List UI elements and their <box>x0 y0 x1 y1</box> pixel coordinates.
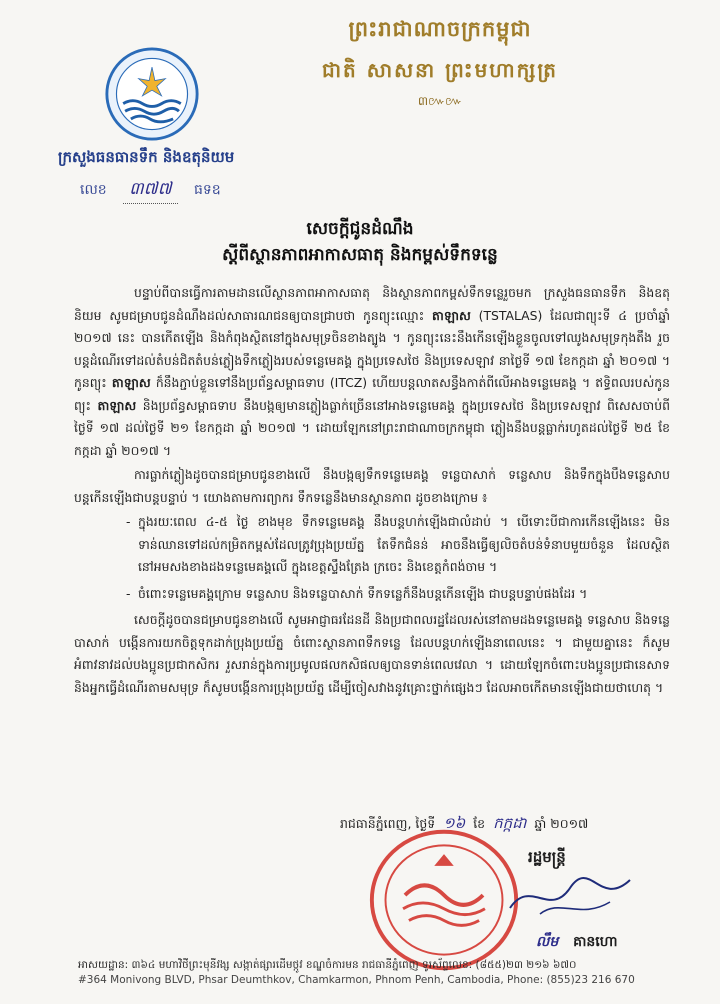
storm-name: តាឡាស <box>432 307 471 323</box>
signer-first: លឹម <box>536 934 559 950</box>
kingdom-title: ព្រះរាជាណាចក្រកម្ពុជា <box>348 16 532 41</box>
footer-english-address: #364 Monivong BLVD, Phsar Deumthkov, Chamkarmon, Phnom Penh, Cambodia, Phone: (855)23 216 670 <box>78 974 635 986</box>
forecast-item: - ចំពោះទន្លេមេគង្គក្រោម ទន្លេសាប និងទន្លេបាសាក់ ទឹកទន្លេក៏នឹងបន្តកើនឡើង ជាបន្តបន្ទាប់ផងដែរ ។ <box>138 583 670 606</box>
para1-part-a: បន្ទាប់ពីបានធ្វើការតាមដានលើស្ថានភាពអាកាសធាតុ និងស្ថានភាពកម្ពស់ទឹកទន្លេរួចមក ក្រសួងធនធានទឹក និងឧតុនិយម សូមជម្រាបជូនដំណឹងដល់សាធារណជនឲ្យបានជ្រាបថា កូនព្យុះឈ្មោះ <box>74 285 670 323</box>
date-month: កក្កដា <box>493 814 527 832</box>
reference-number <box>80 178 221 204</box>
notice-body <box>74 282 670 701</box>
date-line <box>340 814 588 836</box>
para1-part-c: ក៏នឹងភ្ជាប់ខ្លួនទៅនឹងប្រព័ន្ធសម្ពាធទាប (ITCZ) ហើយបន្តលាតសន្ធឹងកាត់ពីលើអាងទន្លេមេគង្គ ។ ឥទ្ធិពលរបស់កូនព្យុះ <box>74 375 670 413</box>
notice-title: សេចក្ដីជូនដំណឹង <box>306 219 414 239</box>
handwritten-signature <box>500 868 640 924</box>
paragraph-2: ការធ្លាក់ភ្លៀងដូចបានជម្រាបជូនខាងលើ នឹងបង្កឲ្យទឹកទន្លេមេគង្គ ទន្លេបាសាក់ ទន្លេសាប និងទឹកក្នុងបឹងទន្លេសាប បន្តកើនឡើងជាបន្តបន្ទាប់ ។ យោងតាមការព្យាករ ទឹកទន្លេនឹងមានស្ថានភាព ដូចខាងក្រោម ៖ <box>74 467 670 505</box>
official-stamp <box>366 826 522 974</box>
ministry-name: ក្រសួងធនធានទឹក និងឧតុនិយម <box>58 148 235 166</box>
reference-code: ធទឧ <box>194 182 221 198</box>
signer-name <box>536 932 618 953</box>
date-prefix: រាជធានីភ្នំពេញ, ថ្ងៃទី <box>340 816 436 831</box>
month-label: ខែ <box>473 816 486 831</box>
paragraph-3: សេចក្ដីដូចបានជម្រាបជូនខាងលើ សូមអាជ្ញាធរដែនដី និងប្រជាពលរដ្ឋដែលរស់នៅតាមដងទន្លេមេគង្គ ទន្លេសាប និងទន្លេបាសាក់ បង្កើនការយកចិត្តទុកដាក់ប្រុងប្រយ័ត្ន ចំពោះស្ថានភាពទឹកទន្លេ ដែលបន្តហក់ឡើងនាពេលនេះ ។ ជាមួយគ្នានេះ ក៏សូមអំពាវនាវដល់បងប្អូនប្រជាកសិករ រួសរាន់ក្នុងការប្រមូលផលកសិផលឲ្យបានទាន់ពេលវេលា ។ ដោយឡែកចំពោះបងប្អូនប្រជានេសាទ និងអ្នកធ្វើដំណើរតាមសមុទ្រ ក៏សូមបង្កើនការប្រុងប្រយ័ត្ន ដើម្បីចៀសវាងនូវគ្រោះថ្នាក់ផ្សេងៗ ដែលអាចកើតមានឡើងជាយថាហេតុ ។ <box>74 612 670 695</box>
kingdom-heading <box>200 16 680 111</box>
para1-part-d: និងប្រព័ន្ធសម្ពាធទាប នឹងបង្កឲ្យមានភ្លៀងធ្លាក់ច្រើននៅអាងទន្លេមេគង្គ ក្នុងប្រទេសថៃ និងប្រទេសឡាវ ពិសេសចាប់ពីថ្ងៃទី ១៧ ដល់ថ្ងៃទី ២១ ខែកក្កដា ឆ្នាំ ២០១៧ ។ ដោយឡែកនៅព្រះរាជាណាចក្រកម្ពុជា ភ្លៀងនឹងបន្តធ្លាក់រហូតដល់ថ្ងៃទី ២៥ ខែកក្កដា ឆ្នាំ ២០១៧ ។ <box>74 397 670 458</box>
footer-khmer-address: អាសយដ្ឋាន: ៣៦៤ មហាវិថីព្រះមុនីវង្ស សង្កាត់ផ្សារដើមថ្កូវ ខណ្ឌចំការមន រាជធានីភ្នំពេញ ទូរស័ព្ទលេខ: (៨៥៥)២៣ ២១៦ ៦៧០ <box>78 959 577 971</box>
signer-last: គានហោ <box>573 934 618 950</box>
reference-handwritten-number: ៣៧៧ <box>123 178 177 204</box>
reference-label: លេខ <box>80 182 107 198</box>
storm-name: តាឡាស <box>111 375 151 390</box>
para1-part-b: (TSTALAS) ដែលជាព្យុះទី ៤ ប្រចាំឆ្នាំ ២០១៧ នេះ បានកើតឡើង និងកំពុងស្ថិតនៅក្នុងសមុទ្រចិនខាងត្បូង ។ កូនព្យុះនេះនឹងកើនឡើងខ្លួនចូលទៅឈូងសមុទ្រកុងតឹង រួចបន្តដំណើរទៅដល់តំបន់ជិតតំបន់ភ្លៀងទឹកភ្លៀងរបស់ទន្លេមេគង្គ ក្នុងប្រទេសថៃ និងប្រទេសឡាវ នាថ្ងៃទី ១៧ ខែកក្កដា ឆ្នាំ ២០១៧ ។ កូនព្យុះ <box>74 307 670 390</box>
kingdom-ornament: ៣៚៚ <box>417 94 463 108</box>
kingdom-motto: ជាតិ សាសនា ព្រះមហាក្សត្រ <box>322 58 558 82</box>
paragraph-1 <box>74 282 670 462</box>
date-year: ២០១៧ <box>550 816 589 831</box>
storm-name: តាឡាស <box>97 397 137 413</box>
notice-subtitle: ស្ដីពីស្ថានភាពអាកាសធាតុ និងកម្ពស់ទឹកទន្លេ <box>222 245 498 265</box>
footer-address <box>78 958 658 988</box>
forecast-list <box>74 511 670 605</box>
date-day: ១៦ <box>443 814 466 832</box>
minister-title: រដ្ឋមន្ត្រី <box>528 848 566 866</box>
forecast-item: - ក្នុងរយៈពេល ៤-៥ ថ្ងៃ ខាងមុខ ទឹកទន្លេមេគង្គ នឹងបន្តហក់ឡើងជាលំដាប់ ។ បើទោះបីជាការកើនឡើងនេះ មិនទាន់ឈានទៅដល់កម្រិតកម្ពស់ដែលត្រូវប្រុងប្រយ័ត្ន តែទឹកជំនន់ អាចនឹងធ្វើឲ្យលិចតំបន់ទំនាបមួយចំនួន ដែលស្ថិតនៅអមសងខាងដងទន្លេមេគង្គលើ ក្នុងខេត្តស្ទឹងត្រែង ក្រចេះ និងខេត្តកំពង់ចាម ។ <box>138 511 670 579</box>
ministry-logo <box>104 46 200 142</box>
year-label: ឆ្នាំ <box>534 816 547 831</box>
